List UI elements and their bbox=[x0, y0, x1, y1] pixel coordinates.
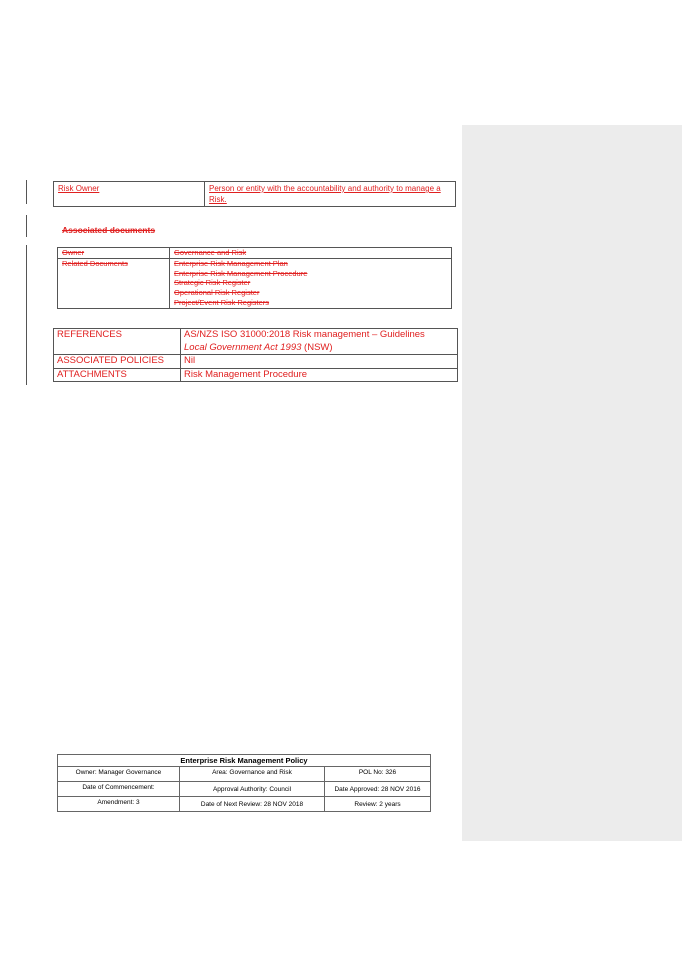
footer-owner: Owner: Manager Governance bbox=[58, 767, 180, 782]
footer-approved: Date Approved: 28 NOV 2016 bbox=[325, 782, 431, 797]
reference-act-title: Local Government Act 1993 bbox=[184, 341, 302, 353]
attachments-label: ATTACHMENTS bbox=[54, 368, 181, 382]
list-item: Enterprise Risk Management Plan bbox=[174, 258, 288, 268]
owner-value: Governance and Risk bbox=[170, 248, 452, 259]
list-item: Enterprise Risk Management Procedure bbox=[174, 268, 308, 278]
reference-iso: AS/NZS ISO 31000:2018 Risk management – Guidelines bbox=[184, 329, 425, 340]
change-bar bbox=[26, 180, 27, 204]
risk-owner-table bbox=[53, 181, 456, 207]
associated-documents-heading: Associated documents bbox=[62, 225, 156, 235]
footer-area: Area: Governance and Risk bbox=[180, 767, 325, 782]
list-item: Operational Risk Register bbox=[174, 288, 260, 298]
footer-commencement: Date of Commencement: bbox=[58, 782, 180, 797]
references-table bbox=[53, 328, 458, 382]
footer-authority: Approval Authority: Council bbox=[180, 782, 325, 797]
risk-owner-term: Risk Owner bbox=[54, 182, 205, 207]
related-documents-list bbox=[170, 258, 452, 308]
attachments-value: Risk Management Procedure bbox=[181, 368, 458, 382]
table-row bbox=[54, 355, 458, 369]
risk-owner-definition: Person or entity with the accountability and authority to manage a Risk. bbox=[205, 182, 456, 207]
table-row bbox=[58, 782, 431, 797]
table-row bbox=[54, 182, 456, 207]
footer-pol-no: POL No: 326 bbox=[325, 767, 431, 782]
comment-pane bbox=[462, 125, 682, 841]
change-bar bbox=[26, 215, 27, 237]
owner-label: Owner bbox=[58, 248, 170, 259]
associated-policies-label: ASSOCIATED POLICIES bbox=[54, 355, 181, 369]
table-row bbox=[58, 797, 431, 812]
policy-footer-table bbox=[57, 754, 431, 812]
related-documents-label: Related Documents bbox=[58, 258, 170, 308]
table-row bbox=[58, 248, 452, 259]
references-value bbox=[181, 329, 458, 355]
change-bar bbox=[26, 245, 27, 385]
footer-amendment: Amendment: 3 bbox=[58, 797, 180, 812]
reference-act-suffix: (NSW) bbox=[301, 341, 333, 353]
list-item: Project/Event Risk Registers bbox=[174, 297, 270, 307]
associated-documents-table bbox=[57, 247, 452, 309]
table-row bbox=[58, 767, 431, 782]
list-item: Strategic Risk Register bbox=[174, 278, 251, 288]
references-label: REFERENCES bbox=[54, 329, 181, 355]
table-row bbox=[54, 368, 458, 382]
footer-next-review: Date of Next Review: 28 NOV 2018 bbox=[180, 797, 325, 812]
footer-review: Review: 2 years bbox=[325, 797, 431, 812]
table-row bbox=[58, 258, 452, 308]
reference-act bbox=[184, 342, 454, 355]
associated-policies-value: Nil bbox=[181, 355, 458, 369]
footer-title: Enterprise Risk Management Policy bbox=[58, 755, 431, 767]
table-row bbox=[54, 329, 458, 355]
table-row bbox=[58, 755, 431, 767]
